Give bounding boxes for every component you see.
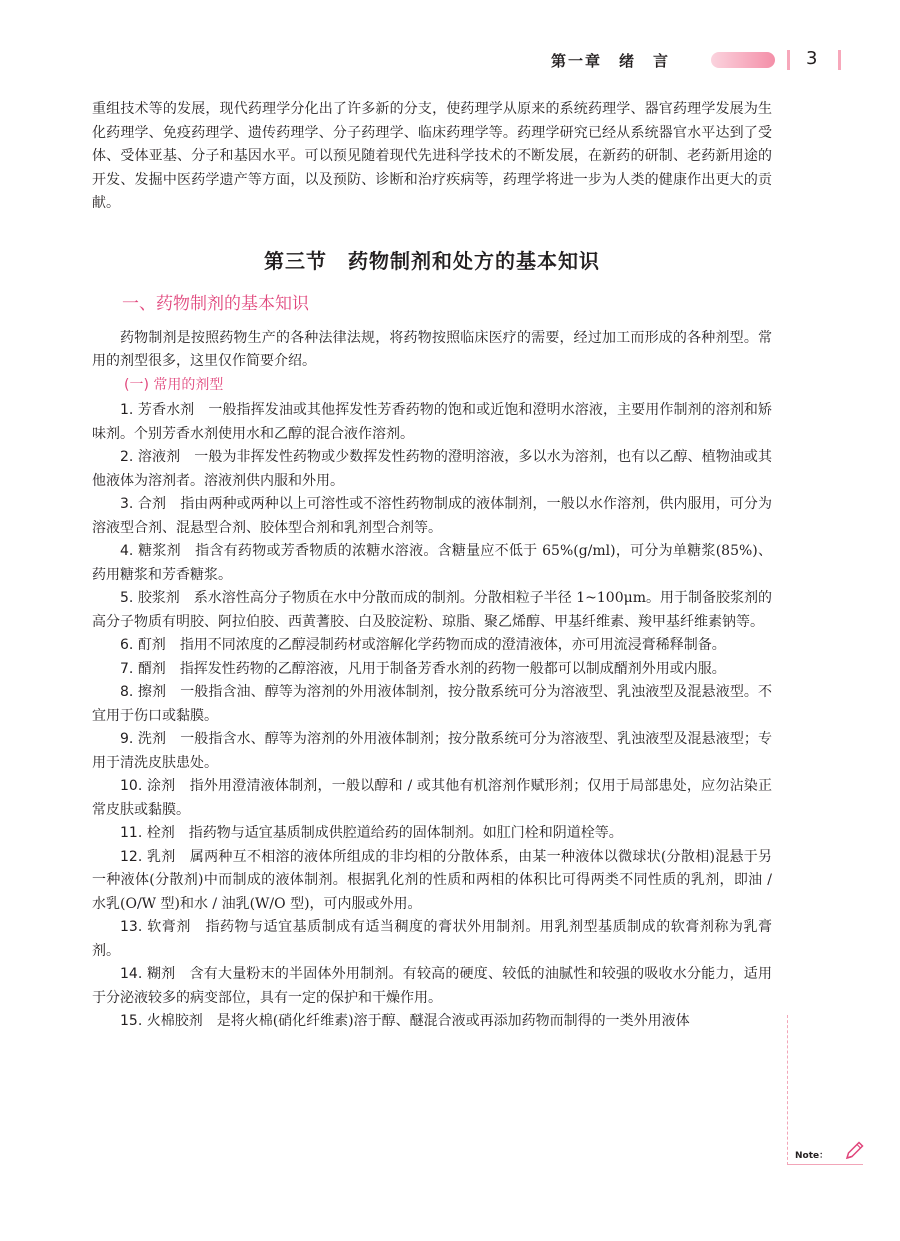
item-description: 属两种互不相溶的液体所组成的非均相的分散体系，由某一种液体以微球状(分散相)混悬于另一种液体(分散剂)中而制成的液体制剂。根据乳化剂的性质和两相的体积比可得两类不同性质的乳剂，即油 / 水乳(O/W 型)和水 / 油乳(W/O 型)，可内服或外用。 [92,848,773,912]
item-number: 5. [120,590,134,606]
item-number: 14. [120,966,143,982]
subsubsection-title: (一) 常用的剂型 [124,376,224,393]
dosage-form-item [92,399,772,446]
dosage-form-item [92,681,772,728]
dosage-form-item [92,493,772,540]
item-number: 6. [120,637,134,653]
item-description: 指外用澄清液体制剂，一般以醇和 / 或其他有机溶剂作赋形剂；仅用于局部患处，应勿沾染正常皮肤或黏膜。 [92,778,773,818]
dosage-form-item [92,1010,772,1034]
chapter-title: 第一章 绪 言 [550,52,670,70]
item-term: 合剂 [137,496,167,512]
item-number: 3. [120,496,134,512]
pencil-icon [843,1140,865,1162]
header-divider [787,50,790,70]
dosage-form-item [92,775,772,822]
dosage-form-item [92,587,772,634]
dosage-form-item [92,846,772,917]
dosage-form-item [92,540,772,587]
item-description: 指含有药物或芳香物质的浓糖水溶液。含糖量应不低于 65%(g/ml)，可分为单糖浆(85%)、药用糖浆和芳香糖浆。 [92,543,773,583]
page-content [92,98,772,1034]
item-term: 糖浆剂 [138,543,181,559]
item-description: 含有大量粉末的半固体外用制剂。有较高的硬度、较低的油腻性和较强的吸收水分能力，适用于分泌液较多的病变部位，具有一定的保护和干燥作用。 [92,966,773,1006]
item-description: 系水溶性高分子物质在水中分散而成的制剂。分散相粒子半径 1~100μm。用于制备胶浆剂的高分子物质有明胶、阿拉伯胶、西黄蓍胶、白及胶淀粉、琼脂、聚乙烯醇、甲基纤维素、羧甲基纤维素钠等。 [92,590,772,630]
item-term: 火棉胶剂 [146,1013,203,1029]
item-description: 是将火棉(硝化纤维素)溶于醇、醚混合液或再添加药物而制得的一类外用液体 [216,1013,690,1029]
subsection-title: 一、药物制剂的基本知识 [122,294,309,314]
dosage-form-item [92,446,772,493]
item-term: 栓剂 [146,825,175,841]
dosage-form-item [92,916,772,963]
item-description: 指药物与适宜基质制成有适当稠度的膏状外用制剂。用乳剂型基质制成的软膏剂称为乳膏剂。 [92,919,773,959]
item-number: 2. [120,449,134,465]
item-description: 一般指含水、醇等为溶剂的外用液体制剂；按分散系统可分为溶液型、乳浊液型及混悬液型；专用于清洗皮肤患处。 [92,731,773,771]
item-number: 13. [120,919,143,935]
item-term: 芳香水剂 [137,402,195,418]
item-term: 醑剂 [137,660,166,677]
item-description: 指用不同浓度的乙醇浸制药材或溶解化学药物而成的澄清液体，亦可用流浸膏稀释制备。 [179,637,726,653]
page-number: 3 [806,48,818,69]
item-description: 指挥发性药物的乙醇溶液，凡用于制备芳香水剂的药物一般都可以制成醑剂外用或内服。 [179,660,726,677]
dosage-form-item [92,634,772,658]
item-number: 15. [120,1013,143,1029]
item-number: 10. [120,778,143,794]
header-pill-decoration [711,52,775,68]
dosage-form-item [92,963,772,1010]
item-number: 8. [120,684,134,700]
dosage-form-item [92,728,772,775]
item-term: 酊剂 [137,637,166,653]
item-term: 洗剂 [137,731,167,747]
item-number: 12. [120,848,143,865]
item-description: 一般指挥发油或其他挥发性芳香药物的饱和或近饱和澄明水溶液，主要用作制剂的溶剂和矫味剂。个别芳香水剂使用水和乙醇的混合液作溶剂。 [92,402,773,442]
item-term: 擦剂 [137,684,167,700]
header-divider [838,50,841,70]
item-term: 糊剂 [146,966,176,982]
item-term: 胶浆剂 [137,590,180,606]
item-term: 溶液剂 [137,449,181,465]
item-description: 指药物与适宜基质制成供腔道给药的固体制剂。如肛门栓和阴道栓等。 [188,825,623,841]
item-term: 软膏剂 [147,919,191,935]
item-number: 4. [120,543,134,559]
item-number: 1. [120,402,134,418]
item-description: 一般为非挥发性药物或少数挥发性药物的澄明溶液，多以水为溶剂，也有以乙醇、植物油或其他液体为溶剂者。溶液剂供内服和外用。 [92,449,773,489]
dosage-form-item [92,822,772,846]
note-margin-line [787,1015,788,1165]
item-number: 11. [120,825,143,841]
section-title: 第三节 药物制剂和处方的基本知识 [264,248,600,273]
dosage-form-list [92,399,772,1034]
dosage-form-item [92,658,772,682]
note-label: Note： [795,1151,829,1161]
page-header [0,48,900,74]
note-underline [787,1164,863,1165]
item-description: 一般指含油、醇等为溶剂的外用液体制剂，按分散系统可分为溶液型、乳浊液型及混悬液型。不宜用于伤口或黏膜。 [92,684,773,724]
item-number: 7. [120,660,134,677]
subsection-intro: 药物制剂是按照药物生产的各种法律法规，将药物按照临床医疗的需要，经过加工而形成的各种剂型。常用的剂型很多，这里仅作简要介绍。 [92,329,772,369]
intro-paragraph: 重组技术等的发展，现代药理学分化出了许多新的分支，使药理学从原来的系统药理学、器官药理学发展为生化药理学、免疫药理学、遗传药理学、分子药理学、临床药理学等。药理学研究已经从系统器官水平达到了受体、受体亚基、分子和基因水平。可以预见随着现代先进科学技术的不断发展，在新药的研制、老药新用途的开发、发掘中医药学遗产等方面，以及预防、诊断和治疗疾病等，药理学将进一步为人类的健康作出更大的贡献。 [92,101,772,211]
item-description: 指由两种或两种以上可溶性或不溶性药物制成的液体制剂，一般以水作溶剂，供内服用，可分为溶液型合剂、混悬型合剂、胶体型合剂和乳剂型合剂等。 [92,496,773,536]
item-term: 涂剂 [146,778,176,794]
item-term: 乳剂 [147,848,176,865]
item-number: 9. [120,731,134,747]
